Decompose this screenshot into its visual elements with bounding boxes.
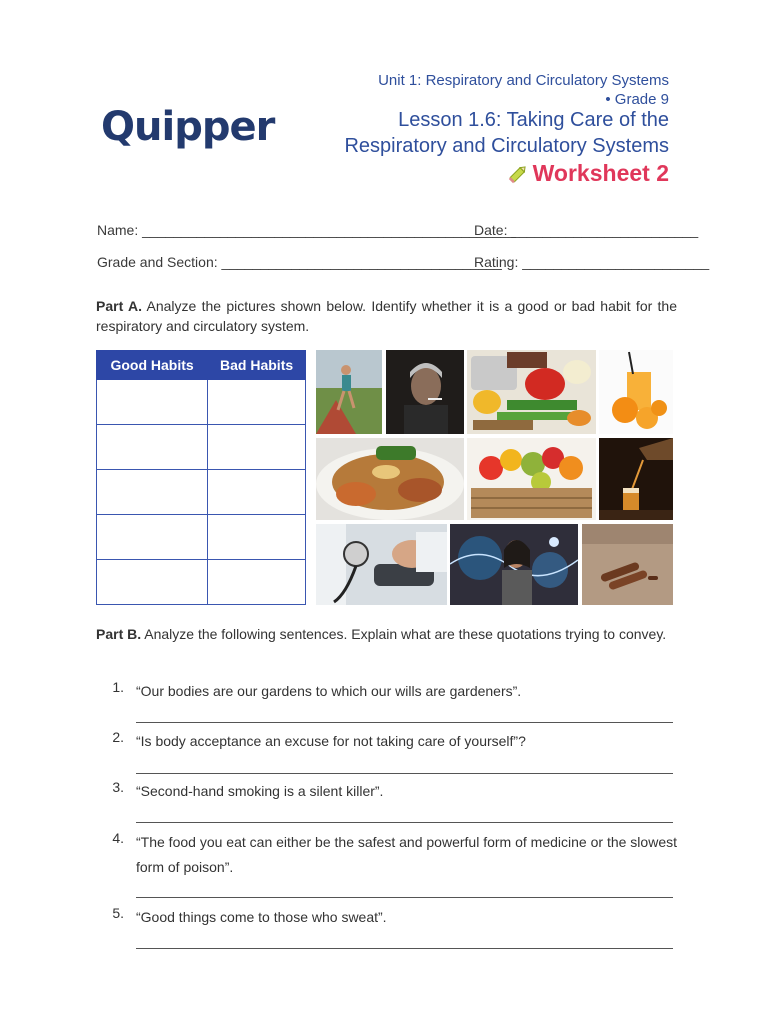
pencil-icon bbox=[507, 163, 529, 185]
lesson-title-line1: Lesson 1.6: Taking Care of the bbox=[398, 109, 669, 131]
photo-smoker bbox=[386, 350, 464, 434]
good-habit-cell[interactable] bbox=[97, 560, 208, 605]
answer-line-5[interactable] bbox=[136, 948, 673, 949]
habits-table bbox=[96, 350, 306, 605]
part-a-label: Part A. bbox=[96, 298, 142, 314]
lesson-title-line2: Respiratory and Circulatory Systems bbox=[344, 135, 669, 157]
table-row bbox=[97, 425, 306, 470]
quipper-logo: Quipper bbox=[101, 104, 275, 150]
photo-runner bbox=[316, 350, 382, 434]
quote-number: 3. bbox=[112, 779, 124, 795]
quote-text: “Good things come to those who sweat”. bbox=[136, 909, 387, 925]
answer-line-3[interactable] bbox=[136, 822, 673, 823]
table-row bbox=[97, 380, 306, 425]
photo-fruit-basket bbox=[467, 438, 596, 520]
photo-alcohol-pour bbox=[599, 438, 673, 520]
table-row bbox=[97, 470, 306, 515]
good-habit-cell[interactable] bbox=[97, 470, 208, 515]
photo-blood-pressure bbox=[316, 524, 447, 605]
quote-text: “Our bodies are our gardens to which our wills are gardeners”. bbox=[136, 683, 522, 699]
answer-line-4[interactable] bbox=[136, 897, 673, 898]
worksheet-label: Worksheet 2 bbox=[532, 160, 669, 186]
rating-field[interactable]: Rating: ________________________ bbox=[474, 254, 710, 270]
part-b-label: Part B. bbox=[96, 626, 142, 642]
photo-cigars bbox=[582, 524, 673, 605]
quote-text: “The food you eat can either be the safest and powerful form of medicine or the slowest form of poison”. bbox=[136, 834, 677, 875]
bad-habit-cell[interactable] bbox=[208, 425, 306, 470]
grade-label: • Grade 9 bbox=[605, 91, 669, 108]
part-b-instructions bbox=[96, 624, 677, 644]
photo-stressed-woman bbox=[450, 524, 578, 605]
quote-text: “Is body acceptance an excuse for not taking care of yourself”? bbox=[136, 733, 526, 749]
table-row bbox=[97, 560, 306, 605]
good-habit-cell[interactable] bbox=[97, 515, 208, 560]
answer-line-2[interactable] bbox=[136, 773, 673, 774]
photo-orange-juice bbox=[599, 350, 673, 434]
photo-fried-food bbox=[316, 438, 464, 520]
quote-text: “Second-hand smoking is a silent killer”. bbox=[136, 783, 384, 799]
name-field[interactable]: Name: ________________________________________________ bbox=[97, 222, 516, 238]
quote-number: 1. bbox=[112, 679, 124, 695]
date-field[interactable]: Date: ________________________ bbox=[474, 222, 699, 238]
quote-number: 5. bbox=[112, 905, 124, 921]
quote-number: 2. bbox=[112, 729, 124, 745]
grade-section-field[interactable]: Grade and Section: ____________________________________ bbox=[97, 254, 502, 270]
photo-vegetables bbox=[467, 350, 596, 434]
unit-title: Unit 1: Respiratory and Circulatory Systems bbox=[378, 72, 669, 89]
bad-habit-cell[interactable] bbox=[208, 380, 306, 425]
bad-habit-cell[interactable] bbox=[208, 515, 306, 560]
part-a-instructions bbox=[96, 296, 677, 336]
part-a-text: Analyze the pictures shown below. Identify whether it is a good or bad habit for the respiratory and circulatory system. bbox=[96, 298, 677, 334]
good-habit-cell[interactable] bbox=[97, 380, 208, 425]
part-b-text: Analyze the following sentences. Explain what are these quotations trying to convey. bbox=[141, 626, 667, 642]
bad-habits-header: Bad Habits bbox=[208, 351, 306, 380]
good-habit-cell[interactable] bbox=[97, 425, 208, 470]
bad-habit-cell[interactable] bbox=[208, 470, 306, 515]
good-habits-header: Good Habits bbox=[97, 351, 208, 380]
worksheet-title bbox=[507, 160, 669, 187]
table-row bbox=[97, 515, 306, 560]
answer-line-1[interactable] bbox=[136, 722, 673, 723]
bad-habit-cell[interactable] bbox=[208, 560, 306, 605]
quote-number: 4. bbox=[112, 830, 124, 846]
